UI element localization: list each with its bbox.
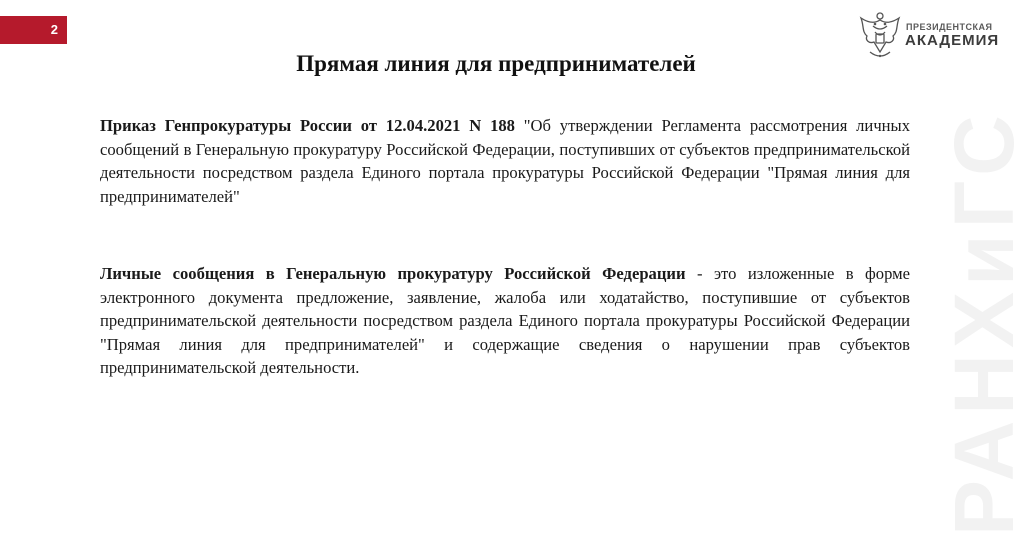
definition-term: Личные сообщения в Генеральную прокуратуру Российской Федерации xyxy=(100,264,686,283)
order-description: "Об утверждении Регламента рассмотрения личных сообщений в Генеральную прокуратуру Российской Федерации, поступивших от субъектов предпринимательской деятельности посредством раздела Единого портала прокуратуры Российской Федерации "Прямая линия для предпринимателей" xyxy=(100,116,910,206)
page-title: Прямая линия для предпринимателей xyxy=(296,51,696,76)
slide-number-tab xyxy=(0,16,67,44)
order-reference: Приказ Генпрокуратуры России от 12.04.2021 N 188 xyxy=(100,116,515,135)
watermark-text: РАНХиГС xyxy=(937,109,1031,536)
definition-paragraph xyxy=(100,262,910,380)
definition-text: - это изложенные в форме электронного документа предложение, заявление, жалоба или ходатайство, поступившие от субъектов предпринимательской деятельности посредством раздела Единого портала прокуратуры Российской Федерации "Прямая линия для предпринимателей" и содержащие сведения о нарушении прав субъектов предпринимательской деятельности. xyxy=(100,264,910,377)
order-paragraph xyxy=(100,114,910,208)
logo-line-2: АКАДЕМИЯ xyxy=(905,32,1000,49)
logo-line-1: ПРЕЗИДЕНТСКАЯ xyxy=(906,22,993,32)
slide-number: 2 xyxy=(50,22,58,37)
